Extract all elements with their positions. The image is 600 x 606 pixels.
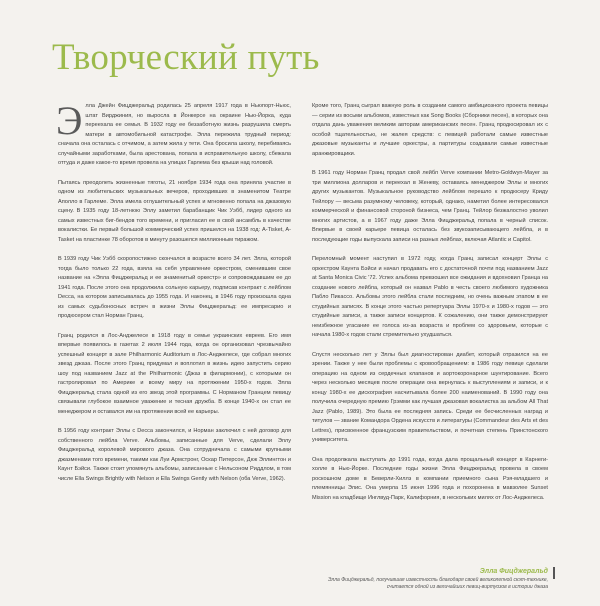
paragraph: Пытаясь преодолеть жизненные тяготы, 21 ноября 1934 года она приняла участие в одном из любительских музыкальных вечеров, проходивших в знаменитом Театре Аполло в Гарлеме. Элла имела оглушительный успех и мгновенно попала на джазовую сцену. В 1935 году 18-летнюю Эллу заметил барабанщик Чик Уэбб, лидер одного из самых известных биг-бендов того времени, и пригласил ее в свой ансамбль в качестве вокалистки. Ее первый большой коммерческий успех пришелся на 1938 год: A-Tisket, A-Tasket на пластинке 78 оборотов в минуту разошелся миллионным тиражом. bbox=[58, 179, 291, 243]
paragraph-text: лла Джейн Фицджеральд родилась 25 апреля 1917 года в Ньюпорт-Ньюс, штат Вирджиния, но выросла в Йонкерсе на окраине Нью-Йорка, куда переехала ее семья. В 1932 году ее беззаботную жизнь разрушила смерть матери в автомобильной катастрофе. Элла пережила трудный период: сначала она осталась с отчимом, а затем жила у тети. Она бросила школу, перебиваясь случайными заработками, была арестована, попала в исправительную школу, сбежала оттуда и даже какое-то время провела на улицах Гарлема без крыши над головой. bbox=[58, 103, 291, 166]
photo-caption bbox=[300, 568, 548, 591]
paragraph: В 1956 году контракт Эллы с Decca закончился, и Норман заключил с ней договор для собственного лейбла Verve. Альбомы, записанные для Verve, сделали Эллу Фицджеральд королевой мирового джаза. Она сотрудничала с самыми крупными джазменами того времени, такими как Луи Армстронг, Оскар Питерсон, Дюк Эллингтон и Каунт Бэйси. Также стоит упомянуть альбомы, записанные с Нельсоном Риддлом, в том числе Ella Swings Brightly with Nelson и Ella Swings Gently with Nelson (оба Verve, 1962). bbox=[58, 428, 291, 482]
page-title: Творческий путь bbox=[52, 37, 320, 78]
paragraph: Кроме того, Гранц сыграл важную роль в создании самого амбициозного проекта певицы — серии из восьми альбомов, известных как Song Books (Сборники песен), в которых она отдала дань уважения великим авторам американских песен. Гранц продюсировал их с особой тщательностью, не жалея средств: с певицей работали самые известные джазовые музыканты и лучшие оркестры, а партитуры создавали самые известные аранжировщики. bbox=[312, 103, 548, 157]
corner-mark bbox=[553, 567, 555, 579]
paragraph bbox=[56, 98, 291, 169]
right-column bbox=[312, 102, 548, 513]
left-column bbox=[56, 98, 291, 494]
caption-text: Элла Фицджеральд, получившая известность благодаря своей великолепной скэт-технике, считается одной из величайших певиц-виртуозов в истории джаза bbox=[327, 577, 548, 590]
drop-cap: Э bbox=[56, 98, 83, 143]
caption-title: Элла Фицджеральд bbox=[479, 568, 548, 575]
paragraph: Гранц родился в Лос-Анджелесе в 1918 году в семье украинских евреев. Его имя впервые появилось в газетах 2 июля 1944 года, когда он организовал чрезвычайно успешный концерт в зале Philharmonic Auditorium в Лос-Анджелесе, где собрал многих звезд джаза. После этого Гранц придумал и воплотил в жизнь идею запустить серию шоу под названием Jazz at the Philharmonic (Джаз в филармонии), с которыми он гастролировал по Америке и всему миру на протяжении 1950-х годов. Элла Фицджеральд стала одной из его звезд этой программы. С Норманом Гранцем певицу связывали глубокое взаимное уважение и тесная дружба. В конце 1940-х он стал ее менеджером и оставался им на протяжении всей ее карьеры. bbox=[58, 332, 291, 415]
paragraph: Она продолжала выступать до 1991 года, когда дала прощальный концерт в Карнеги-холле в Нью-Йорке. Последние годы жизни Элла Фицджеральд провела в своем роскошном доме в Беверли-Хиллз в компании приемного сына Рэя-младшего и племянницы Элис. Она умерла 15 июня 1996 года и похоронена в мавзолее Sunset Mission на кладбище Инглвуд-Парк, Калифорния, в нескольких милях от Лос-Анджелеса. bbox=[312, 456, 548, 501]
paragraph: В 1939 году Чик Уэбб скоропостижно скончался в возрасте всего 34 лет. Элла, которой тогда было только 22 года, взяла на себя управление оркестром, сменившим свое название на «Элла Фицджеральд и ее знаменитый оркестр» и сопровождавшим ее до 1941 года. После этого она продолжила сольную карьеру, подписав контракт с лейблом Decca, на котором записывалась до 1955 года. И наконец, в 1946 году произошла одна из самых судьбоносных встреч в жизни Эллы Фицджеральд: ее импресарио и продюсером стал Норман Гранц. bbox=[58, 256, 291, 319]
paragraph: В 1961 году Норман Гранц продал свой лейбл Verve компании Metro-Goldwyn-Mayer за три миллиона долларов и переехал в Женеву, оставаясь менеджером Эллы и многих других музыкантов. Музыкальное руководство лейблом перешло к продюсеру Криду Тейлору — весьма разумному человеку, который, однако, наметил более интересовался коммерческой и финансовой стороной бизнеса, чем Гранц. Тейлор безжалостно уволил многих артистов, а в 1967 году даже Элла Фицджеральд попала в черный список. Впервые в своей карьере певица осталась без звукозаписывающего лейбла, и в последующие годы выпускала записи на разных лейблах, включая Atlantic и Capitol. bbox=[312, 170, 548, 243]
paragraph: Спустя несколько лет у Эллы был диагностирован диабет, который отразился на ее зрении. Также у нее были проблемы с кровообращением: в 1986 году певице сделали операцию на одном из сердечных клапанов и аортокоронарное шунтирование. Всего через несколько месяцев после операции она вернулась к выступлениям и записи, и к концу 1980-х ее дискография насчитывала более 200 наименований. В 1990 году она получила очередную премию Грэмми как лучшая джазовая вокалистка за альбом All That Jazz (Pablo, 1989). Это была ее последняя запись. Среди ее бесчисленных наград и титулов — звание Командора Ордена искусств и литературы (Commandeur des Arts et des Lettres), присвоенное французским правительством, и почетная степень Принстонского университета. bbox=[312, 351, 548, 443]
paragraph: Переломный момент наступил в 1972 году, когда Гранц записал концерт Эллы с оркестром Каунта Бэйси и начал продавать его с достаточной почти под названием Jazz at Santa Monica Civic '72. Успех альбома превзошел все ожидания и вдохновил Гранца на создание нового лейбла, который он назвал Pablo в честь своего любимого художника Пабло Пикассо. Альбомы этого лейбла стали последним, но очень важным этапом в ее студийных записях. В конце этого частью репертуара Эллы 1970-х и 1980-х годов — это студийные записи, а также записи концертов. К сожалению, они также демонстрируют неизбежное угасание ее голоса из-за возраста и проблем со здоровьем, которые с начала 1980-х годов стали стремительно ухудшаться. bbox=[312, 256, 548, 338]
